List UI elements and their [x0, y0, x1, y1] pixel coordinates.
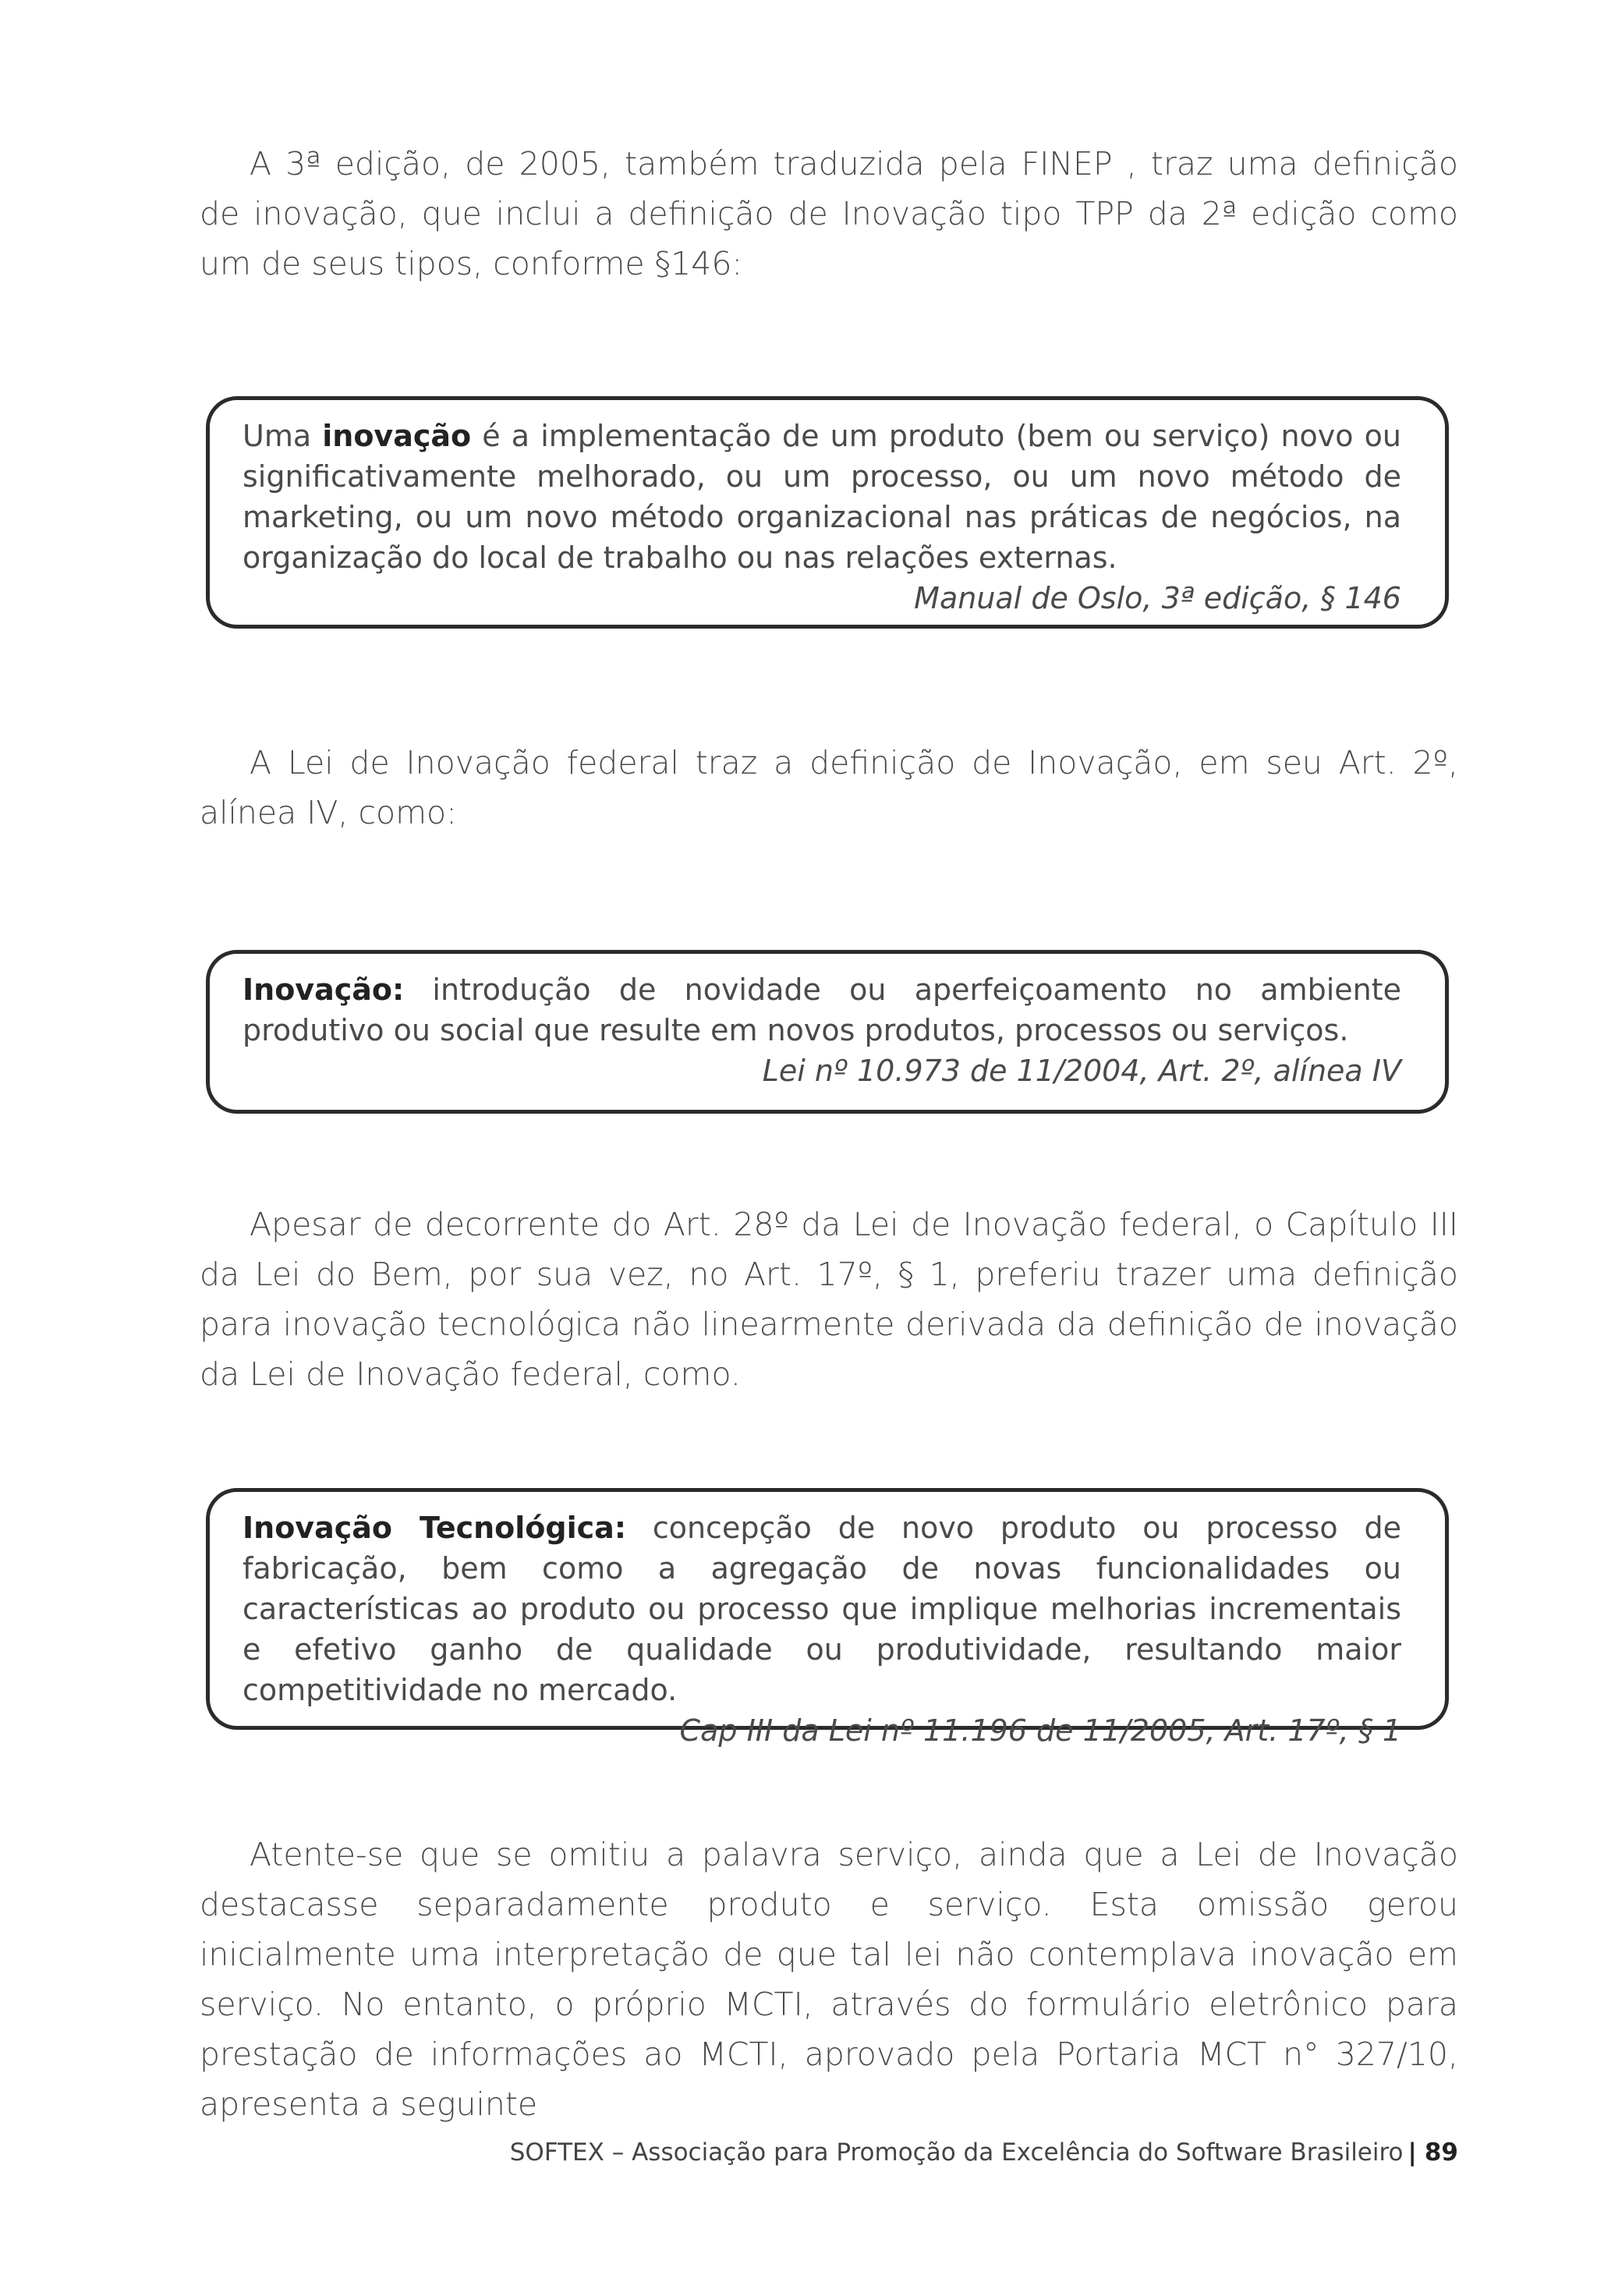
quote-box-oslo-term: inovação — [322, 419, 472, 453]
paragraph-3-text: Apesar de decorrente do Art. 28º da Lei de Inovação federal, o Capítulo III da Lei do Bem, por sua vez, no Art. 17º, § 1, preferiu trazer uma definição para inovação tecnológica não linearmente derivada da definição de inovação da Lei de Inovação federal, como. — [200, 1206, 1458, 1393]
quote-box-oslo — [206, 396, 1449, 629]
quote-box-lei-inovacao-text — [243, 969, 1401, 1051]
quote-box-lei-inovacao-term: Inovação: — [243, 973, 405, 1007]
quote-box-lei-bem-text — [243, 1508, 1401, 1710]
quote-box-oslo-body: é a implementação de um produto (bem ou serviço) novo ou significativamente melhorado, ou um processo, ou um novo método de marketing, ou um novo método organizacional nas práticas de negócios, na organização do local de trabalho ou nas relações externas. — [243, 419, 1401, 575]
quote-box-oslo-pre: Uma — [243, 419, 323, 453]
quote-box-lei-bem-body: concepção de novo produto ou processo de fabricação, bem como a agregação de novas funcionalidades ou características ao produto ou processo que implique melhorias incrementais e efetivo ganho de qualidade ou produtividade, resultando maior competitividade no mercado. — [243, 1511, 1401, 1707]
paragraph-4 — [200, 1830, 1458, 2129]
paragraph-4-text: Atente-se que se omitiu a palavra serviço, ainda que a Lei de Inovação destacasse separadamente produto e serviço. Esta omissão gerou inicialmente uma interpretação de que tal lei não contemplava inovação em serviço. No entanto, o próprio MCTI, através do formulário eletrônico para prestação de informações ao MCTI, aprovado pela Portaria MCT n° 327/10, apresenta a seguinte — [200, 1836, 1458, 2123]
quote-box-oslo-citation: Manual de Oslo, 3ª edição, § 146 — [914, 581, 1401, 615]
quote-box-oslo-text — [243, 416, 1401, 578]
footer-publisher: SOFTEX – Associação para Promoção da Excelência do Software Brasileiro — [509, 2138, 1404, 2167]
paragraph-1-text: A 3ª edição, de 2005, também traduzida pela FINEP , traz uma definição de inovação, que inclui a definição de Inovação tipo TPP da 2ª edição como um de seus tipos, conforme §146: — [200, 145, 1458, 282]
quote-box-lei-inovacao-citation: Lei nº 10.973 de 11/2004, Art. 2º, alínea IV — [762, 1054, 1401, 1088]
quote-box-lei-inovacao — [206, 950, 1449, 1114]
quote-box-lei-bem-citation: Cap III da Lei nº 11.196 de 11/2005, Art. 17º, § 1 — [679, 1713, 1401, 1748]
paragraph-2-text: A Lei de Inovação federal traz a definição de Inovação, em seu Art. 2º, alínea IV, como: — [200, 744, 1458, 831]
quote-box-lei-inovacao-body: introdução de novidade ou aperfeiçoamento no ambiente produtivo ou social que resulte em novos produtos, processos ou serviços. — [243, 973, 1401, 1047]
footer-separator: | — [1408, 2138, 1417, 2167]
quote-box-lei-bem — [206, 1488, 1449, 1748]
paragraph-2 — [200, 738, 1458, 838]
page-number: 89 — [1424, 2138, 1458, 2167]
page-footer — [200, 2137, 1458, 2168]
paragraph-3 — [200, 1199, 1458, 1399]
quote-box-lei-bem-term: Inovação Tecnológica: — [243, 1511, 627, 1545]
paragraph-1 — [200, 139, 1458, 289]
